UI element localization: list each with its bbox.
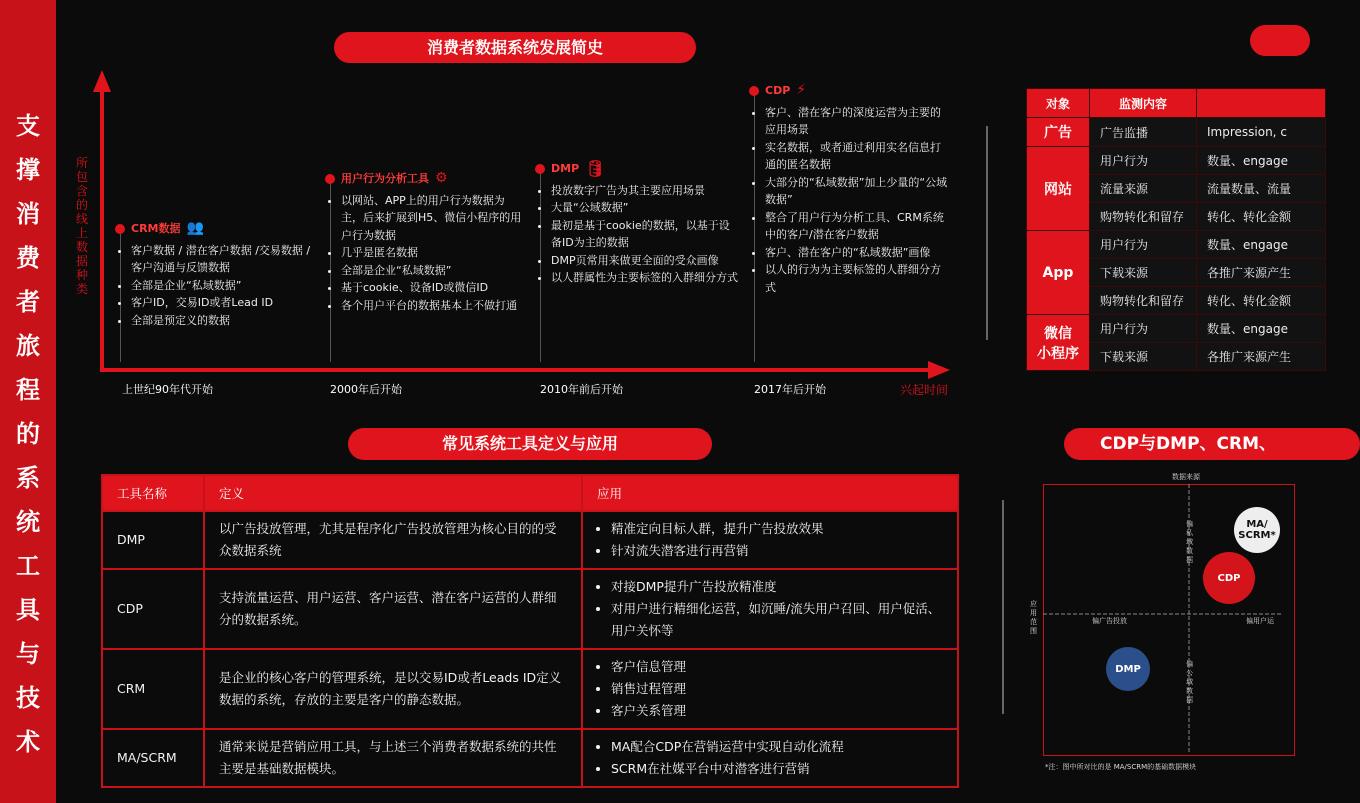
sidebar-title-char: 程 <box>16 376 40 404</box>
era-bullet: • DMP页常用来做更全面的受众画像 <box>551 252 740 270</box>
era-bullet: • 以人群属性为主要标签的入群细分方式 <box>551 269 740 287</box>
monitor-row <box>1027 118 1326 147</box>
y-axis-char: 据 <box>75 254 88 268</box>
monitor-metric: 转化、转化金额 <box>1197 287 1326 315</box>
monitor-content: 下载来源 <box>1090 259 1197 287</box>
sidebar-title-char: 的 <box>16 420 40 448</box>
monitor-metric: 数量、engage <box>1197 231 1326 259</box>
sidebar-title-char: 系 <box>16 464 40 492</box>
era-bullet: • 以人的行为为主要标签的人群细分方式 <box>765 261 949 296</box>
era-bullet: • 以网站、APP上的用户行为数据为主，后来扩展到H5、微信小程序的用户行为数据 <box>341 192 523 245</box>
monitor-object: 广告 <box>1027 118 1090 147</box>
application-item: • 针对流失潜客进行再营销 <box>611 540 943 562</box>
table-row <box>102 569 958 649</box>
timeline-dot-icon <box>749 86 759 96</box>
footnote: *注：图中所对比的是 MA/SCRM的基础数据模块 <box>1045 763 1197 771</box>
sidebar-title-char: 与 <box>16 640 40 668</box>
y-axis-char: 数 <box>75 240 88 254</box>
tool-name: CDP <box>102 569 204 649</box>
monitor-row <box>1027 315 1326 343</box>
application-item: • 对用户进行精细化运营，如沉睡/流失用户召回、用户促活、用户关怀等 <box>611 598 943 642</box>
era-bullet: • 客户、潜在客户的深度运营为主要的应用场景 <box>765 104 949 139</box>
tick-label: 2000年后开始 <box>330 383 402 396</box>
era-bullet: • 实名数据，或者通过利用实名信息打通的匿名数据 <box>765 139 949 174</box>
monitor-object: App <box>1027 231 1090 315</box>
monitor-metric: 各推广来源产生 <box>1197 259 1326 287</box>
tool-name: CRM <box>102 649 204 729</box>
timeline-dot-icon <box>325 174 335 184</box>
application-item: • 对接DMP提升广告投放精准度 <box>611 576 943 598</box>
database-icon: 🛢 <box>585 159 606 178</box>
era-bullet: • 全部是企业“私域数据” <box>131 277 315 295</box>
table-row <box>102 511 958 569</box>
y-axis-char: 类 <box>75 282 88 296</box>
era-name: 用户行为分析工具 <box>341 172 429 185</box>
compare-title: CDP与DMP、CRM、 <box>1064 428 1360 460</box>
y-axis-char: 种 <box>75 268 88 282</box>
table-row <box>102 729 958 787</box>
tools-table <box>101 474 959 788</box>
era-bullet: • 客户数据 / 潜在客户数据 /交易数据 / 客户沟通与反馈数据 <box>131 242 315 277</box>
tool-name: DMP <box>102 511 204 569</box>
top-label: 数据来源 <box>1172 473 1200 481</box>
monitor-metric: Impression, c <box>1197 118 1326 147</box>
monitor-content: 用户行为 <box>1090 231 1197 259</box>
era-bullet: • 投放数字广告为其主要应用场景 <box>551 182 740 200</box>
tick-label: 2017年后开始 <box>754 383 826 396</box>
monitor-header-metric <box>1197 89 1326 118</box>
x-axis-label: 兴起时间 <box>900 383 949 397</box>
connector-icon: ⚡ <box>796 82 807 98</box>
y-axis-char: 线 <box>75 212 88 226</box>
era-name: CDP <box>765 84 791 97</box>
people-icon: 👥 <box>186 220 204 236</box>
era-bullet: • 基于cookie、设备ID或微信ID <box>341 279 523 297</box>
monitor-content: 购物转化和留存 <box>1090 203 1197 231</box>
era-bullet: • 大量“公域数据” <box>551 199 740 217</box>
era-bullet: • 几乎是匿名数据 <box>341 244 523 262</box>
tool-definition: 以广告投放管理，尤其是程序化广告投放管理为核心目的的受众数据系统 <box>204 511 582 569</box>
monitor-content: 流量来源 <box>1090 175 1197 203</box>
era-bullet: • 客户、潜在客户的“私域数据”画像 <box>765 244 949 262</box>
era-crm <box>115 220 315 329</box>
sidebar-title-char: 统 <box>16 508 40 536</box>
private-label: 偏私域数据 <box>1186 520 1193 564</box>
history-title: 消费者数据系统发展简史 <box>334 32 696 63</box>
sidebar-title-char: 撑 <box>16 156 40 184</box>
sidebar-title-char: 消 <box>16 200 40 228</box>
monitor-content: 下载来源 <box>1090 343 1197 371</box>
tool-definition: 支持流量运营、用户运营、客户运营、潜在客户运营的人群细分的数据系统。 <box>204 569 582 649</box>
tool-definition: 是企业的核心客户的管理系统，是以交易ID或者Leads ID定义数据的系统，存放的主要是客户的静态数据。 <box>204 649 582 729</box>
monitor-table <box>1026 88 1326 371</box>
dmp-bubble: DMP <box>1106 647 1150 691</box>
y-axis-char: 上 <box>75 226 88 240</box>
monitor-header-object: 对象 <box>1027 89 1090 118</box>
monitor-content: 用户行为 <box>1090 147 1197 175</box>
y-axis-char: 所 <box>75 156 88 170</box>
monitor-object: 微信 小程序 <box>1027 315 1090 371</box>
tool-icon: ⚙ <box>435 170 448 186</box>
era-bullet: • 大部分的“私域数据”加上少量的“公域数据” <box>765 174 949 209</box>
sidebar-title-char: 费 <box>16 244 40 272</box>
era-bullet: • 最初是基于cookie的数据，以基于设备ID为主的数据 <box>551 217 740 252</box>
y-axis-char: 的 <box>75 198 88 212</box>
y-axis-char: 含 <box>75 184 88 198</box>
application-item: • 精准定向目标人群，提升广告投放效果 <box>611 518 943 540</box>
cdp-bubble: CDP <box>1203 552 1255 604</box>
monitor-metric: 数量、engage <box>1197 147 1326 175</box>
monitor-metric: 转化、转化金额 <box>1197 203 1326 231</box>
era-bullet: • 整合了用户行为分析工具、CRM系统中的客户/潜在客户数据 <box>765 209 949 244</box>
era-bullet: • 各个用户平台的数据基本上不做打通 <box>341 297 523 315</box>
ma-scrm-bubble: MA/ SCRM* <box>1234 507 1280 553</box>
monitor-content: 用户行为 <box>1090 315 1197 343</box>
public-label: 偏公域数据 <box>1186 660 1193 704</box>
header-definition: 定义 <box>204 475 582 511</box>
ad-label: 偏广告投放 <box>1092 617 1127 625</box>
sidebar-title-char: 技 <box>16 684 40 712</box>
era-bullet: • 客户ID，交易ID或者Lead ID <box>131 294 315 312</box>
era-name: CRM数据 <box>131 222 181 235</box>
tool-applications <box>582 729 958 787</box>
tick-label: 上世纪90年代开始 <box>122 383 213 396</box>
tool-applications <box>582 511 958 569</box>
monitor-title-pill <box>1250 25 1310 56</box>
timeline-dot-icon <box>115 224 125 234</box>
tool-definition: 通常来说是营销应用工具，与上述三个消费者数据系统的共性主要是基础数据模块。 <box>204 729 582 787</box>
application-item: • 客户信息管理 <box>611 656 943 678</box>
monitor-content: 广告监播 <box>1090 118 1197 147</box>
sidebar-title-char: 支 <box>16 112 40 140</box>
monitor-object: 网站 <box>1027 147 1090 231</box>
monitor-metric: 各推广来源产生 <box>1197 343 1326 371</box>
application-item: • MA配合CDP在营销运营中实现自动化流程 <box>611 736 943 758</box>
monitor-row <box>1027 231 1326 259</box>
header-tool: 工具名称 <box>102 475 204 511</box>
header-application: 应用 <box>582 475 958 511</box>
era-name: DMP <box>551 162 580 175</box>
monitor-metric: 流量数量、流量 <box>1197 175 1326 203</box>
monitor-metric: 数量、engage <box>1197 315 1326 343</box>
user-label: 偏用户运 <box>1246 617 1274 625</box>
tick-label: 2010年前后开始 <box>540 383 623 396</box>
sidebar-title-char: 工 <box>16 552 40 580</box>
application-item: • SCRM在社媒平台中对潜客进行营销 <box>611 758 943 780</box>
monitor-header-content: 监测内容 <box>1090 89 1197 118</box>
era-cdp <box>749 82 949 296</box>
application-item: • 客户关系管理 <box>611 700 943 722</box>
monitor-content: 购物转化和留存 <box>1090 287 1197 315</box>
tool-name: MA/SCRM <box>102 729 204 787</box>
sidebar-title-char: 者 <box>16 288 40 316</box>
era-behavior <box>325 170 523 314</box>
monitor-row <box>1027 147 1326 175</box>
timeline-dot-icon <box>535 164 545 174</box>
tool-applications <box>582 569 958 649</box>
left-label: 应用范围 <box>1030 600 1037 635</box>
application-item: • 销售过程管理 <box>611 678 943 700</box>
era-dmp <box>535 160 740 287</box>
tools-title: 常见系统工具定义与应用 <box>348 428 712 460</box>
era-bullet: • 全部是预定义的数据 <box>131 312 315 330</box>
y-axis-char: 包 <box>75 170 88 184</box>
tool-applications <box>582 649 958 729</box>
table-row <box>102 649 958 729</box>
sidebar-title-char: 术 <box>16 728 40 756</box>
sidebar-title-char: 具 <box>16 596 40 624</box>
y-axis-label <box>74 156 90 296</box>
sidebar-title-char: 旅 <box>16 332 40 360</box>
era-bullet: • 全部是企业“私域数据” <box>341 262 523 280</box>
